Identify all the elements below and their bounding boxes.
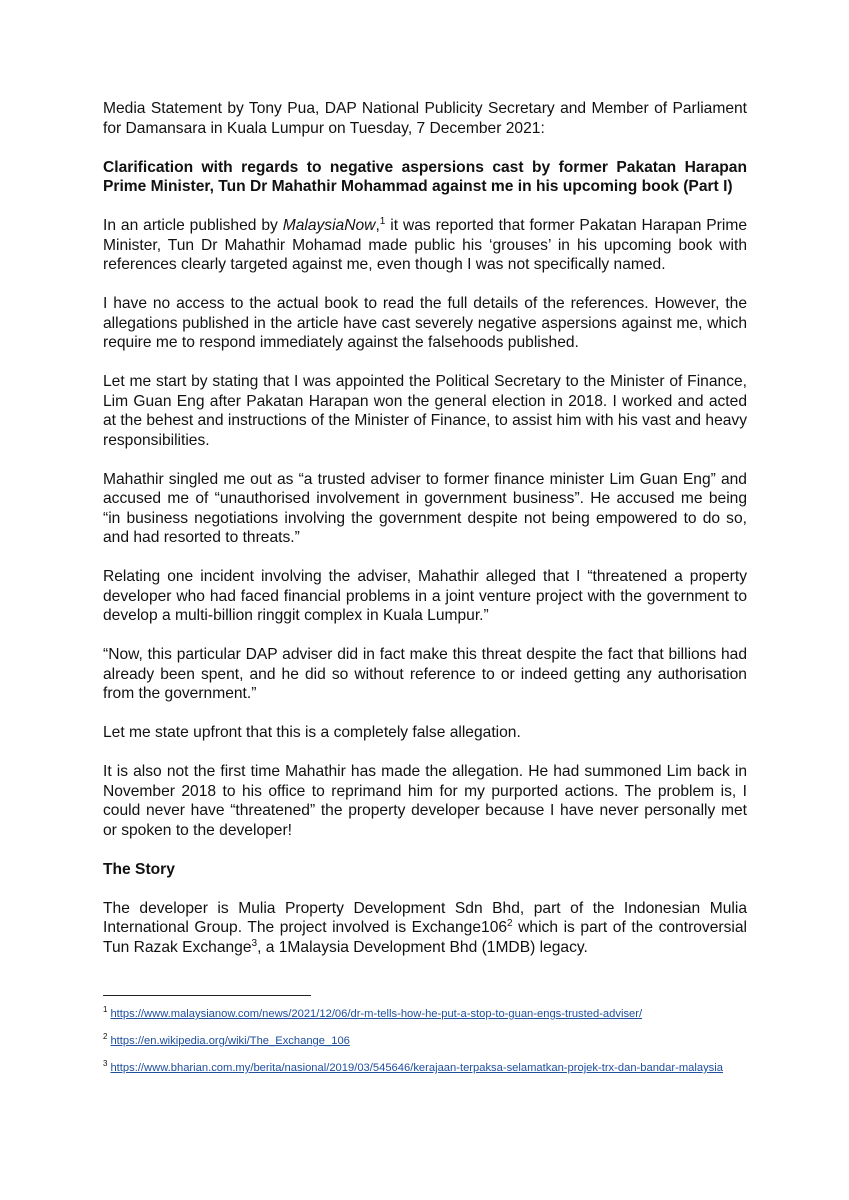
paragraph-9-text-a: The developer is Mulia Property Development Sdn Bhd, part of the Indonesian Mulia International Group. The project involved is Exchange106: [103, 899, 747, 936]
paragraph-4: Mahathir singled me out as “a trusted adviser to former finance minister Lim Guan Eng” and accused me of “unauthorised involvement in government business”. He accused me being “in business negotiations involving the government despite not being empowered to do so, and had resorted to threats.”: [103, 470, 747, 546]
paragraph-1-text-a: In an article published by: [103, 217, 283, 234]
source-name: MalaysiaNow: [282, 217, 376, 234]
paragraph-2: I have no access to the actual book to read the full details of the references. However, the allegations published in the article have cast severely negative aspersions against me, which require me to respond immediately against the falsehoods published.: [103, 295, 747, 351]
footnote-number: 2: [103, 1032, 108, 1042]
paragraph-9-text-c: , a 1Malaysia Development Bhd (1MDB) legacy.: [257, 938, 588, 956]
paragraph-1: [103, 216, 747, 275]
footnotes: [103, 995, 749, 1088]
footnote-2: [103, 1034, 749, 1048]
footnote-link-3[interactable]: https://www.bharian.com.my/berita/nasional/2019/03/545646/kerajaan-terpaksa-selamatkan-projek-trx-dan-bandar-malaysia: [110, 1062, 723, 1074]
paragraph-8: It is also not the first time Mahathir has made the allegation. He had summoned Lim back in November 2018 to his office to reprimand him for my purported actions. The problem is, I could never have “threatened” the property developer because I have never personally met or spoken to the developer!: [103, 763, 747, 839]
paragraph-1-text-c: it was reported that former Pakatan Harapan Prime Minister, Tun Dr Mahathir Mohamad made public his ‘grouses’ in his upcoming book with references clearly targeted against me, even though I was not specifically named.: [103, 217, 747, 273]
footnote-divider: [103, 995, 311, 996]
footnote-ref-1[interactable]: 1: [379, 215, 386, 227]
paragraph-1-comma: ,: [375, 217, 380, 234]
paragraph-5: Relating one incident involving the adviser, Mahathir alleged that I “threatened a property developer who had faced financial problems in a joint venture project with the government to develop a multi-billion ringgit complex in Kuala Lumpur.”: [103, 568, 747, 624]
footnote-1: [103, 1007, 749, 1021]
statement-title: Clarification with regards to negative aspersions cast by former Pakatan Harapan Prime Minister, Tun Dr Mahathir Mohammad against me in his upcoming book (Part I): [103, 158, 747, 195]
document-body: [103, 99, 747, 977]
footnote-3: [103, 1061, 749, 1075]
paragraph-6: “Now, this particular DAP adviser did in fact make this threat despite the fact that billions had already been spent, and he did so without reference to or indeed getting any authorisation from the government.”: [103, 646, 747, 702]
footnote-number: 1: [103, 1005, 108, 1015]
paragraph-3: Let me start by stating that I was appointed the Political Secretary to the Minister of Finance, Lim Guan Eng after Pakatan Harapan won the general election in 2018. I worked and acted at the behest and instructions of the Minister of Finance, to assist him with his vast and heavy responsibilities.: [103, 373, 748, 449]
intro-paragraph: Media Statement by Tony Pua, DAP National Publicity Secretary and Member of Parliament for Damansara in Kuala Lumpur on Tuesday, 7 December 2021:: [103, 100, 747, 137]
footnote-number: 3: [103, 1059, 108, 1069]
paragraph-9-text-b: which is part of the controversial Tun Razak Exchange: [103, 919, 747, 956]
footnote-ref-2[interactable]: 2: [507, 917, 513, 929]
footnote-link-2[interactable]: https://en.wikipedia.org/wiki/The_Exchange_106: [110, 1035, 350, 1047]
paragraph-7: Let me state upfront that this is a completely false allegation.: [103, 724, 521, 741]
footnote-ref-3[interactable]: 3: [251, 937, 258, 949]
footnote-link-1[interactable]: https://www.malaysianow.com/news/2021/12/06/dr-m-tells-how-he-put-a-stop-to-guan-engs-trusted-adviser/: [110, 1008, 643, 1020]
section-heading: The Story: [103, 860, 175, 878]
paragraph-9: [103, 899, 747, 958]
